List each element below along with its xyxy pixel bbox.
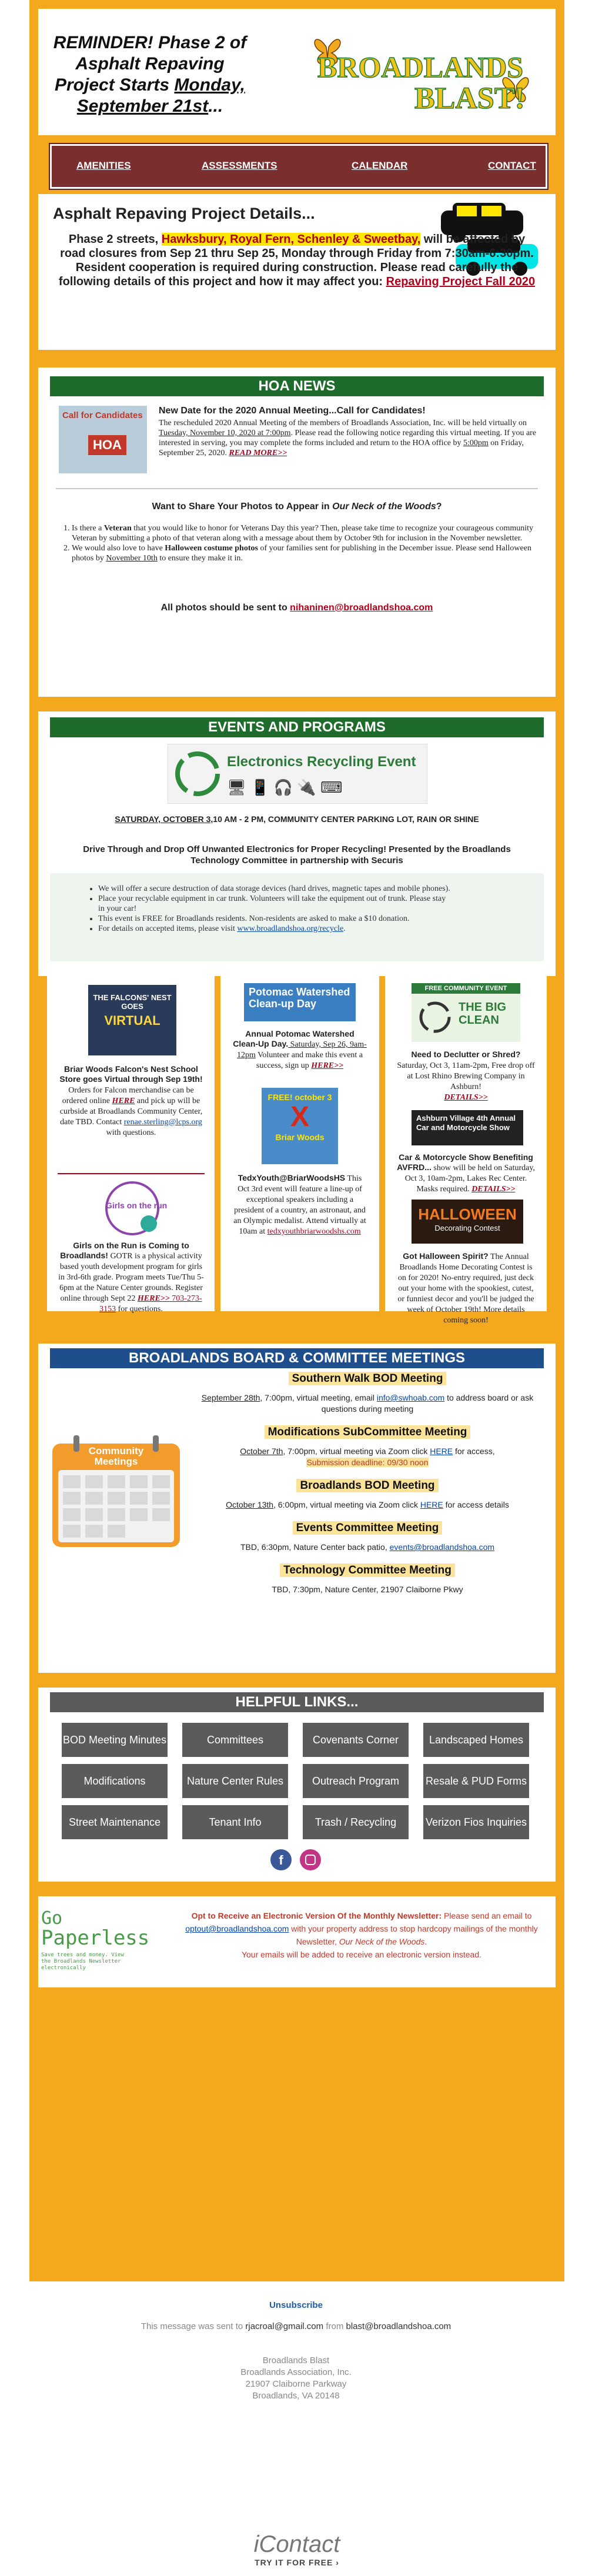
optout-email-link[interactable]: optout@broadlandshoa.com bbox=[185, 1924, 289, 1933]
car-show-details-link[interactable]: DETAILS>> bbox=[471, 1185, 516, 1194]
icontact-logo[interactable]: iContact TRY IT FOR FREE › bbox=[253, 2531, 340, 2567]
falcons-email-link[interactable]: renae.sterling@lcps.org bbox=[123, 1118, 202, 1127]
link-modifications[interactable]: Modifications bbox=[62, 1764, 168, 1798]
paperless-section bbox=[38, 1896, 556, 1987]
list-item: 1. Is there a Veteran that you would like to honor for Veterans Day this year? Then, please take time to recognize your courageous community Veteran by submitting a photo of that veteran along with a message about them by October 9th for inclusion in the November newsletter. bbox=[72, 523, 545, 543]
tedx-link[interactable]: tedxyouthbriarwoodshs.com bbox=[267, 1227, 361, 1236]
repaving-section bbox=[38, 194, 556, 350]
reminder-headline: REMINDER! Phase 2 of Asphalt Repaving Project Starts Monday, September 21st... bbox=[53, 33, 247, 116]
go-paperless-logo: Go Paperless Save trees and money. View the Broadlands Newsletter electronically bbox=[41, 1908, 150, 1971]
recycle-desc: Drive Through and Drop Off Unwanted Electronics for Proper Recycling! Presented by the Broadlands Technology Committee in partnership with Securis bbox=[83, 844, 511, 866]
helpful-links-section bbox=[38, 1688, 556, 1882]
link-covenants[interactable]: Covenants Corner bbox=[303, 1723, 409, 1757]
link-landscaped-homes[interactable]: Landscaped Homes bbox=[423, 1723, 529, 1757]
list-item: 2. We would also love to have Halloween costume photos of your families sent for publishing in the December issue. Please send Halloween photos by November 10th to ensure they make it in. bbox=[72, 543, 545, 563]
declutter-details-link[interactable]: DETAILS>> bbox=[444, 1093, 488, 1102]
repaving-body: Phase 2 streets, Hawksbury, Royal Fern, Schenley & Sweetbay, will be affected by road closures from Sep 21 thru Sep 25, Monday through Friday from 7:30am-6:30pm. Resident cooperation is required during construction. Please read carefully the following details of this project and how it may affect you: Repaving Project Fall 2020 bbox=[58, 233, 536, 288]
link-committees[interactable]: Committees bbox=[182, 1723, 288, 1757]
link-nature-center-rules[interactable]: Nature Center Rules bbox=[182, 1764, 288, 1798]
photos-title: Want to Share Your Photos to Appear in Our Neck of the Woods? bbox=[152, 502, 442, 512]
banner bbox=[38, 9, 556, 135]
meeting-title: Modifications SubCommittee Meeting bbox=[265, 1425, 471, 1439]
meeting-title: Events Committee Meeting bbox=[293, 1521, 443, 1535]
newsletter-frame bbox=[29, 0, 564, 2281]
meetings-list: Southern Walk BOD Meeting September 28th, 7:00pm, virtual meeting, email info@swhoab.com to address board or ask questions during meeting Modifications SubCommittee Meeting October 7th, 7:00pm, virtual meeting via Zoom click HERE for access, Submission deadline: 09/30 noon Broadlands BOD Meeting October 13th, 6:00pm, virtual meeting via Zoom click HERE for access details Events Committee Meeting TBD, 6:30pm, Nature Center back patio, events@broadlandshoa.com Technology Committee Meeting TBD, 7:30pm, Nature Center, 21907 Claiborne Pkwy bbox=[201, 1372, 534, 1594]
annual-meeting-item: New Date for the 2020 Annual Meeting...Call for Candidates! The rescheduled 2020 Annual Meeting of the members of Broadlands Association, Inc. will be held virtually on Tuesday, November 10, 2020 at 7:00pm. Please read the following notice regarding this virtual meeting. If you are interested in serving, you may complete the forms included and return to the HOA office by 5:00pm on Friday, September 25, 2020. READ MORE>> bbox=[159, 406, 541, 458]
girls-here-link[interactable]: HERE>> bbox=[137, 1294, 170, 1303]
community-meetings-calendar: Community Meetings bbox=[50, 1432, 182, 1549]
list-item: • Place your recyclable equipment in car trunk. Volunteers will take the equipment out of trunk. Please stay in your car! bbox=[98, 894, 451, 914]
events-section bbox=[38, 711, 556, 1329]
annual-meeting-read-more-link[interactable]: READ MORE>> bbox=[229, 449, 287, 457]
link-trash-recycling[interactable]: Trash / Recycling bbox=[303, 1805, 409, 1839]
instagram-icon[interactable] bbox=[300, 1849, 321, 1870]
meeting-title: Southern Walk BOD Meeting bbox=[289, 1372, 447, 1385]
recycle-link[interactable]: www.broadlandshoa.org/recycle bbox=[237, 924, 344, 933]
facebook-icon[interactable]: f bbox=[270, 1849, 292, 1870]
recycle-banner: Electronics Recycling Event 🖥 📱 🎧 🔌 ⌨ bbox=[168, 744, 427, 804]
nav-bar bbox=[50, 144, 547, 189]
link-outreach[interactable]: Outreach Program bbox=[303, 1764, 409, 1798]
nav-calendar[interactable]: CALENDAR bbox=[352, 160, 408, 171]
list-item: • For details on accepted items, please visit www.broadlandshoa.org/recycle. bbox=[98, 924, 451, 934]
declutter-card: FREE COMMUNITY EVENT THE BIG CLEAN Need to Declutter or Shred? Saturday, Oct 3, 11am-2pm, Free drop off at Lost Rhino Brewing Company in Ashburn! DETAILS>> Ashburn Village 4th Annual Car and Motorcycle Show Car & Motorcycle Show Benefiting AVFRD... show will be held on Saturday, Oct 3, 10am-2pm, Lakes Rec Center. Masks required. DETAILS>> HALLOWEEN Decorating Contest Got Halloween Spirit? The Annual Broadlands Home Decorating Contest is on for 2020! No-entry required, just deck out your home with the spookiest, cutest, or funniest decor and you'll be judged the week of October 19th! More details coming soon! bbox=[385, 976, 547, 1311]
recycle-details bbox=[50, 873, 544, 961]
board-section bbox=[38, 1344, 556, 1673]
swhoab-email-link[interactable]: info@swhoab.com bbox=[376, 1393, 445, 1402]
potomac-card: Potomac Watershed Clean-up Day Annual Potomac Watershed Clean-Up Day. Saturday, Sep 26, 9am-12pm Volunteer and make this event a success, sign up HERE>> FREE! october 3 X Briar Woods TedxYouth@BriarWoodsHS This Oct 3rd event will feature a line-up of exceptional speakers including a president of a country, an astronaut, and an Olympic medalist. Attend virtually at 10am at tedxyouthbriarwoodshs.com bbox=[220, 976, 379, 1311]
footer bbox=[0, 2293, 592, 2575]
events-header: EVENTS AND PROGRAMS bbox=[50, 717, 544, 737]
nav-assessments[interactable]: ASSESSMENTS bbox=[202, 160, 277, 171]
photos-email-link[interactable]: nihaninen@broadlandshoa.com bbox=[290, 603, 433, 613]
hoa-news-section bbox=[38, 367, 556, 697]
recycle-date: SATURDAY, OCTOBER 3,10 AM - 2 PM, COMMUNITY CENTER PARKING LOT, RAIN OR SHINE bbox=[115, 814, 479, 824]
mod-zoom-link[interactable]: HERE bbox=[430, 1446, 453, 1456]
photos-list bbox=[59, 523, 545, 563]
link-verizon-fios[interactable]: Verizon Fios Inquiries bbox=[423, 1805, 529, 1839]
repaving-title: Asphalt Repaving Project Details... bbox=[53, 205, 315, 222]
recycle-icon bbox=[174, 750, 221, 797]
potomac-here-link[interactable]: HERE>> bbox=[311, 1061, 344, 1070]
halloween-image: HALLOWEEN Decorating Contest bbox=[412, 1200, 523, 1244]
potomac-image: Potomac Watershed Clean-up Day bbox=[244, 983, 356, 1021]
photos-sent: All photos should be sent to nihaninen@broadlandshoa.com bbox=[160, 603, 433, 613]
events-grid bbox=[38, 976, 556, 1329]
unsubscribe-link[interactable]: Unsubscribe bbox=[269, 2300, 323, 2310]
link-resale-pud[interactable]: Resale & PUD Forms bbox=[423, 1764, 529, 1798]
electronics-icon: 🖥 📱 🎧 🔌 ⌨ bbox=[227, 779, 343, 796]
divider bbox=[56, 488, 538, 489]
car-show-image: Ashburn Village 4th Annual Car and Motorcycle Show bbox=[412, 1110, 523, 1145]
bod-zoom-link[interactable]: HERE bbox=[420, 1500, 443, 1509]
meeting-title: Broadlands BOD Meeting bbox=[296, 1479, 438, 1492]
tedx-image: FREE! october 3 X Briar Woods bbox=[262, 1088, 338, 1164]
footer-address: Broadlands Blast Broadlands Association, Inc. 21907 Claiborne Parkway Broadlands, VA 20148 bbox=[240, 2356, 352, 2401]
meeting-title: Technology Committee Meeting bbox=[280, 1563, 455, 1577]
link-tenant-info[interactable]: Tenant Info bbox=[182, 1805, 288, 1839]
tedx-x-icon: X bbox=[290, 1101, 309, 1132]
list-item: • This event is FREE for Broadlands residents. Non-residents are asked to make a $10 donation. bbox=[98, 914, 451, 924]
call-for-candidates-image: Call for Candidates HOA bbox=[59, 406, 147, 473]
broadlands-blast-logo: BROADLANDS BLAST! bbox=[297, 24, 544, 123]
list-item: • We will offer a secure destruction of data storage devices (hard drives, magnetic tapes and mobile phones). bbox=[98, 884, 451, 894]
helpful-links-header: HELPFUL LINKS... bbox=[50, 1692, 544, 1712]
link-street-maintenance[interactable]: Street Maintenance bbox=[62, 1805, 168, 1839]
divider bbox=[58, 1173, 205, 1174]
footer-sent-line: This message was sent to rjacroal@gmail.com from blast@broadlandshoa.com bbox=[141, 2321, 451, 2331]
declutter-image: FREE COMMUNITY EVENT THE BIG CLEAN bbox=[412, 983, 520, 1042]
girls-phone[interactable]: 703-273-3153 bbox=[99, 1294, 202, 1314]
recycle-icon bbox=[417, 1000, 453, 1035]
annual-meeting-title: New Date for the 2020 Annual Meeting...Call for Candidates! bbox=[159, 406, 426, 416]
nav-contact[interactable]: CONTACT bbox=[488, 160, 536, 171]
falcons-nest-card: THE FALCONS' NEST GOES VIRTUAL Briar Woods Falcon's Nest School Store goes Virtual through Sep 19th! Orders for Falcon merchandise can be ordered online HERE and pick up will be curbside at Broadlands Community Center, date TBD. Contact renae.sterling@lcps.org with questions. Girls on the run Girls on the Run is Coming to Broadlands! GOTR is a physical activity based youth development program for girls in 3rd-6th grade. Program meets Tue/Thu 5-6pm at the Nature Center grounds. Register online through Sept 22 HERE>> 703-273-3153 for questions. bbox=[47, 976, 215, 1311]
hoa-news-header: HOA NEWS bbox=[50, 376, 544, 396]
board-header: BROADLANDS BOARD & COMMITTEE MEETINGS bbox=[50, 1348, 544, 1368]
events-email-link[interactable]: events@broadlandshoa.com bbox=[389, 1542, 495, 1552]
falcons-image: THE FALCONS' NEST GOES VIRTUAL bbox=[88, 985, 176, 1055]
repaving-project-link[interactable]: Repaving Project Fall 2020 bbox=[386, 275, 536, 288]
nav-amenities[interactable]: AMENITIES bbox=[76, 160, 131, 171]
paperless-text: Opt to Receive an Electronic Version Of the Monthly Newsletter: Please send an email to optout@broadlandshoa.com with your property address to stop hardcopy mailings of the monthly Newsletter, Our Neck of the Woods. Your emails will be added to receive an electronic version instead. bbox=[185, 1911, 538, 1959]
link-bod-minutes[interactable]: BOD Meeting Minutes bbox=[62, 1723, 168, 1757]
falcons-here-link[interactable]: HERE bbox=[112, 1097, 135, 1105]
